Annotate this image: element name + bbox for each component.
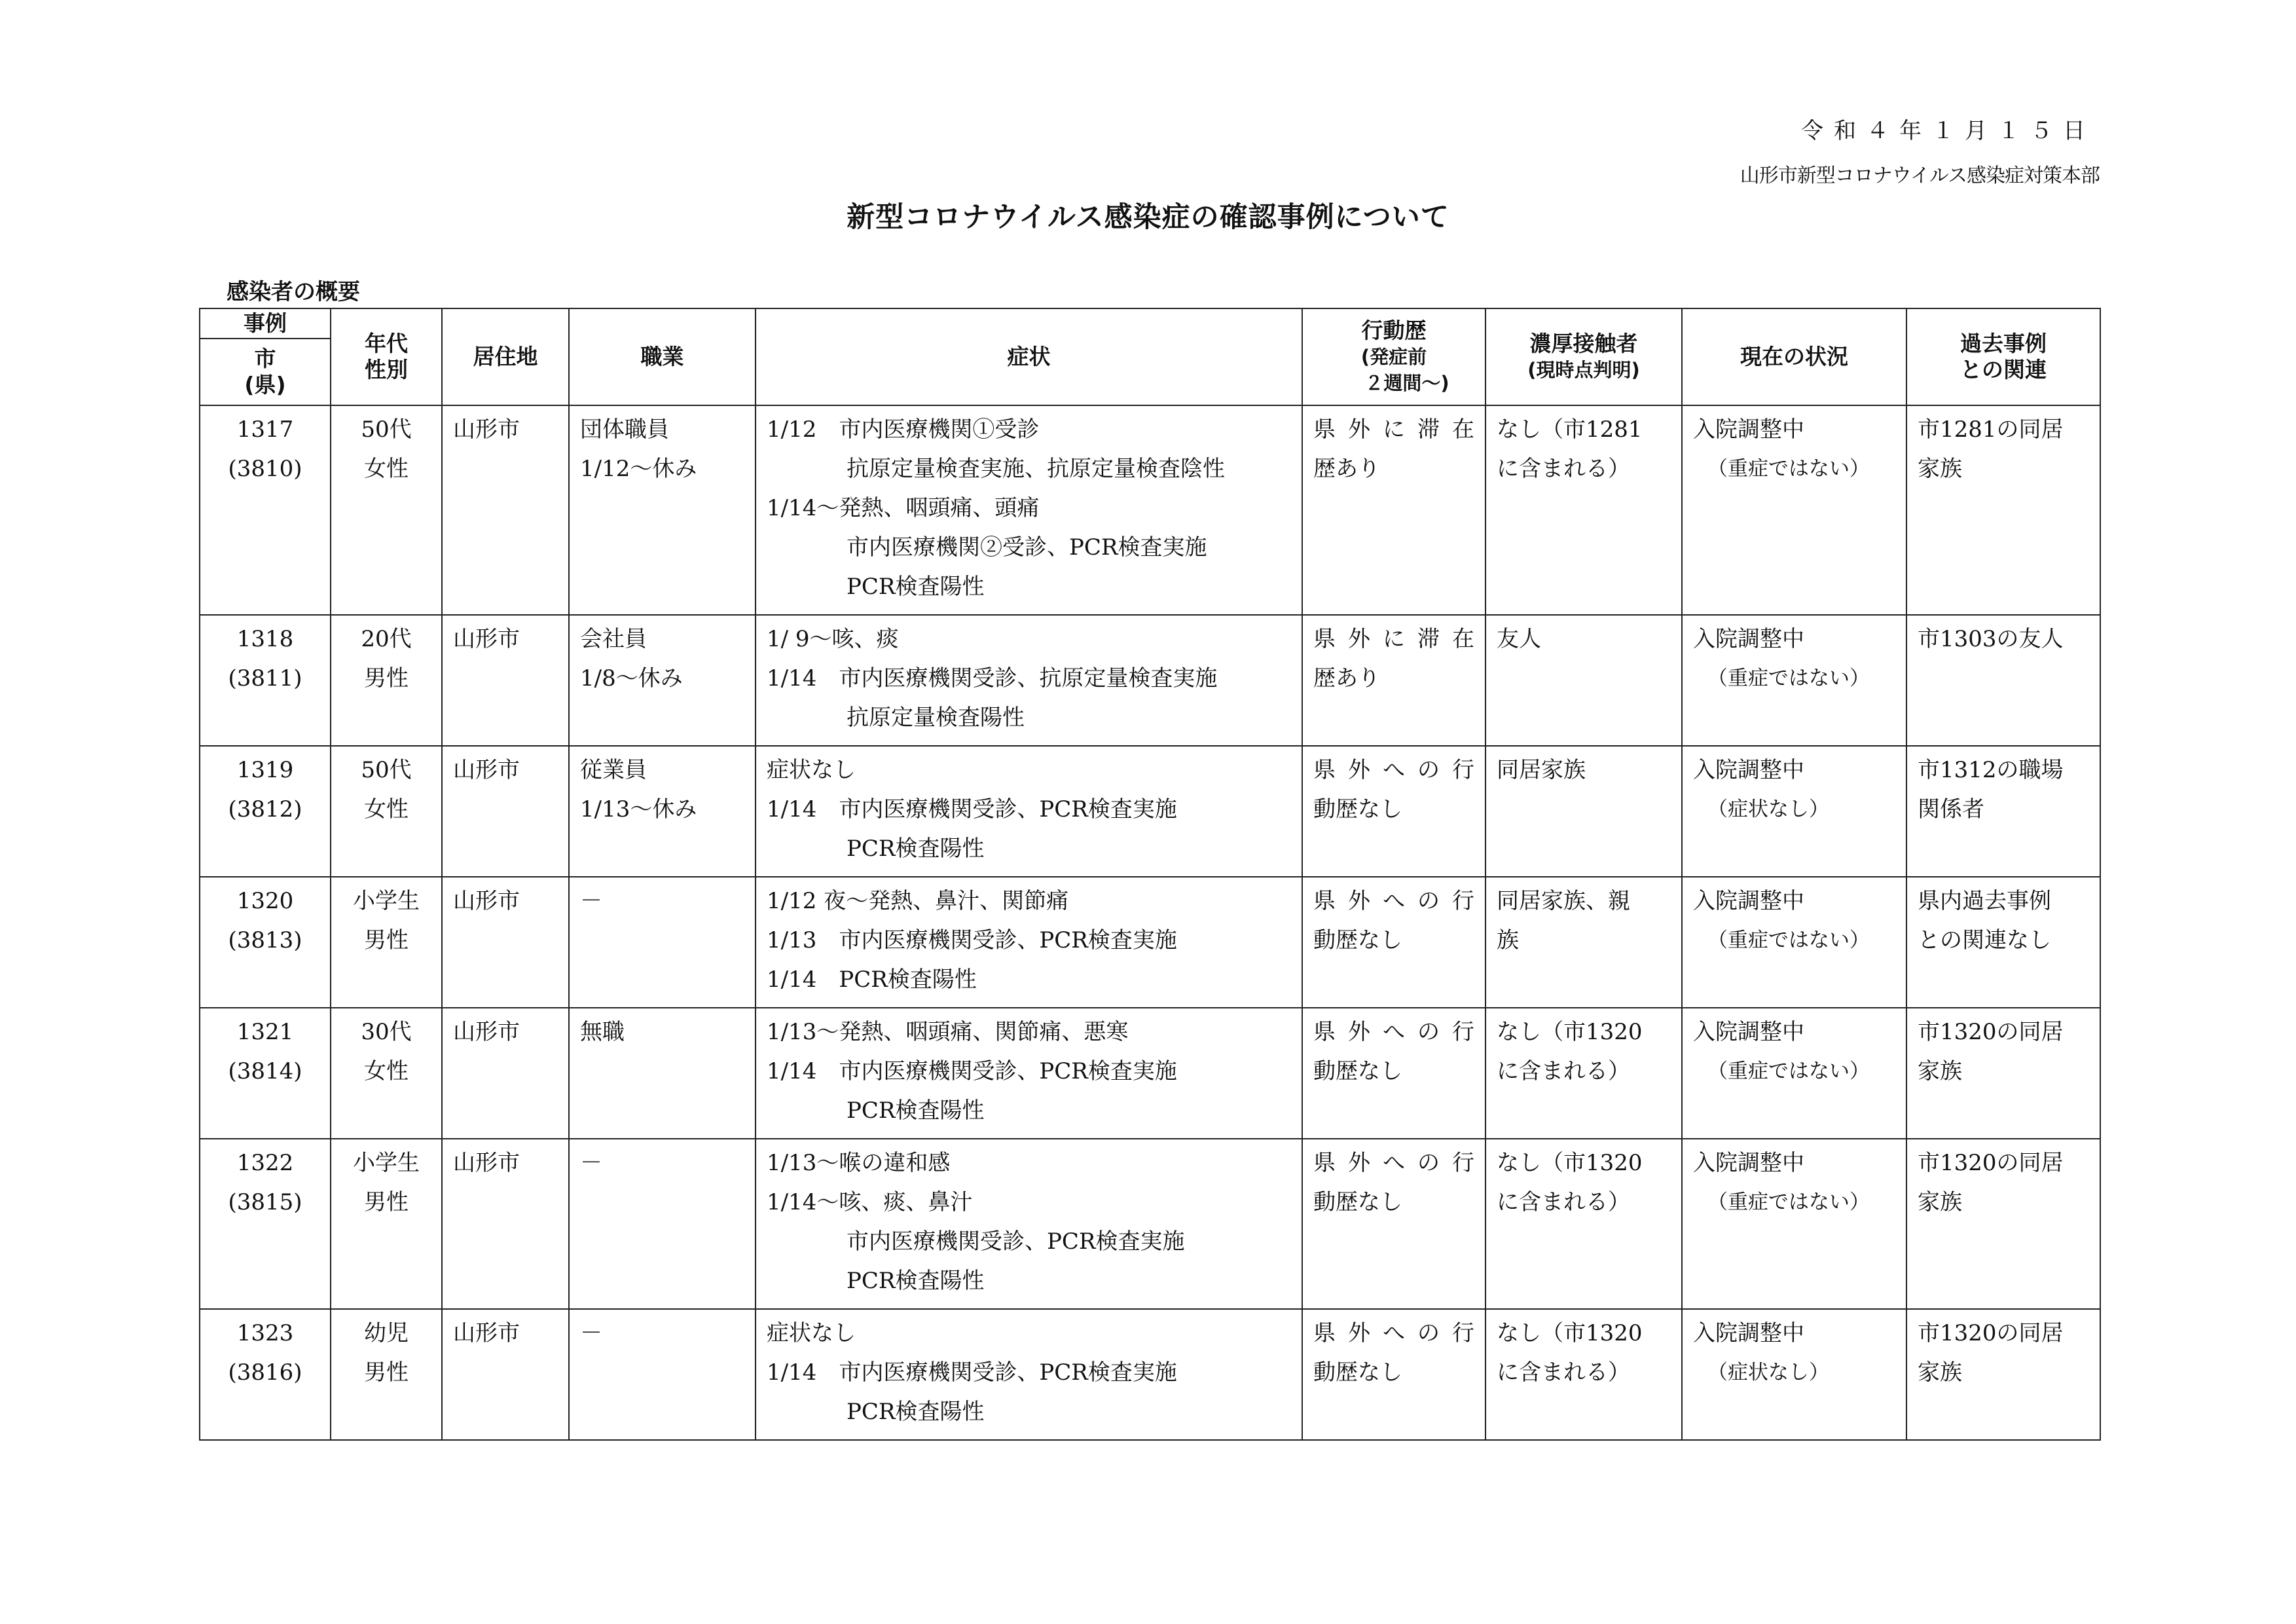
col-contacts [1485, 308, 1682, 405]
case-number-cell [200, 405, 331, 615]
activity-line: 歴あり [1313, 456, 1380, 482]
col-past-line1: 過去事例 [1960, 331, 2047, 356]
past-case-line: 家族 [1918, 1058, 1962, 1084]
activity-line: 県外への行 [1313, 1320, 1474, 1346]
case-number-cell [200, 615, 331, 746]
occupation: 団体職員 [580, 416, 669, 443]
age-group: 30代 [361, 1019, 412, 1045]
leave-start: 1/13～休み [580, 796, 697, 822]
contacts-cell [1485, 1008, 1682, 1139]
residence: 山形市 [453, 1150, 520, 1176]
section-heading: 感染者の概要 [227, 279, 360, 305]
status-cell [1682, 405, 1906, 615]
activity-line: 県外への行 [1313, 888, 1474, 914]
activity-line: 県外に滞在 [1313, 416, 1474, 443]
activity-cell [1302, 615, 1485, 746]
occupation: － [580, 1150, 602, 1176]
sex: 男性 [364, 665, 409, 692]
past-case-line: 市1320の同居 [1918, 1150, 2064, 1176]
activity-line: 動歴なし [1313, 1058, 1402, 1084]
past-case-cell [1906, 746, 2100, 877]
city-case-number: 1317 [236, 416, 294, 443]
status-detail: （症状なし） [1707, 798, 1829, 821]
status: 入院調整中 [1693, 757, 1804, 783]
past-case-cell [1906, 615, 2100, 746]
symptom-line: 1/14 市内医療機関受診、PCR検査実施 [767, 1058, 1177, 1084]
past-case-line: 関係者 [1918, 796, 1984, 822]
age-sex-cell [331, 615, 442, 746]
activity-cell [1302, 1309, 1485, 1440]
symptom-line: 市内医療機関②受診、PCR検査実施 [847, 534, 1207, 561]
col-symptoms: 症状 [756, 308, 1302, 405]
activity-cell [1302, 1139, 1485, 1309]
contacts-cell [1485, 1139, 1682, 1309]
residence-cell [442, 615, 569, 746]
table-row [200, 1008, 2100, 1139]
sex: 女性 [364, 796, 409, 822]
status-detail: （重症ではない） [1707, 929, 1870, 952]
col-activity-sub2: ２週間～) [1364, 372, 1449, 394]
past-case-line: との関連なし [1918, 927, 2051, 953]
status-cell [1682, 877, 1906, 1008]
residence-cell [442, 746, 569, 877]
status: 入院調整中 [1693, 1150, 1804, 1176]
contacts-line: に含まれる） [1497, 1058, 1630, 1084]
symptom-line: PCR検査陽性 [847, 1268, 985, 1294]
case-table [199, 308, 2101, 1441]
past-case-cell [1906, 405, 2100, 615]
col-contacts-title: 濃厚接触者 [1529, 331, 1638, 356]
past-case-line: 市1303の友人 [1918, 626, 2064, 652]
contacts-cell [1485, 746, 1682, 877]
symptoms-cell [756, 1008, 1302, 1139]
activity-cell [1302, 877, 1485, 1008]
activity-line: 県外への行 [1313, 757, 1474, 783]
symptoms-cell [756, 746, 1302, 877]
contacts-line: 同居家族 [1497, 757, 1586, 783]
age-group: 50代 [361, 416, 412, 443]
status-cell [1682, 746, 1906, 877]
activity-line: 動歴なし [1313, 1359, 1402, 1386]
contacts-cell [1485, 615, 1682, 746]
col-age: 年代 [365, 331, 408, 356]
contacts-line: なし（市1320 [1497, 1019, 1643, 1045]
col-past [1906, 308, 2100, 405]
contacts-line: に含まれる） [1497, 1359, 1630, 1386]
past-case-cell [1906, 1139, 2100, 1309]
table-row [200, 1139, 2100, 1309]
age-sex-cell [331, 405, 442, 615]
contacts-cell [1485, 1309, 1682, 1440]
occupation: － [580, 888, 602, 914]
status: 入院調整中 [1693, 888, 1804, 914]
case-number-cell [200, 1139, 331, 1309]
occupation-cell [569, 746, 756, 877]
status-cell [1682, 1309, 1906, 1440]
col-residence: 居住地 [442, 308, 569, 405]
city-case-number: 1322 [236, 1150, 294, 1176]
activity-line: 県外に滞在 [1313, 626, 1474, 652]
status-cell [1682, 1008, 1906, 1139]
status: 入院調整中 [1693, 1019, 1804, 1045]
table-row [200, 1309, 2100, 1440]
symptom-line: 1/14 PCR検査陽性 [767, 967, 977, 993]
case-number-cell [200, 746, 331, 877]
age-group: 小学生 [353, 1150, 420, 1176]
contacts-line: なし（市1320 [1497, 1150, 1643, 1176]
past-case-cell [1906, 1309, 2100, 1440]
symptom-line: 市内医療機関受診、PCR検査実施 [847, 1228, 1185, 1255]
col-case-number [200, 339, 331, 405]
pref-case-number: (3814) [228, 1058, 302, 1084]
residence-cell [442, 1008, 569, 1139]
symptom-line: 1/12 夜～発熱、鼻汁、関節痛 [767, 888, 1069, 914]
residence: 山形市 [453, 888, 520, 914]
past-case-line: 家族 [1918, 456, 1962, 482]
status: 入院調整中 [1693, 1320, 1804, 1346]
residence: 山形市 [453, 1019, 520, 1045]
residence: 山形市 [453, 416, 520, 443]
symptoms-cell [756, 877, 1302, 1008]
contacts-line: 同居家族、親 [1497, 888, 1630, 914]
activity-line: 歴あり [1313, 665, 1380, 692]
past-case-line: 市1281の同居 [1918, 416, 2064, 443]
case-number-cell [200, 877, 331, 1008]
table-row [200, 877, 2100, 1008]
past-case-line: 市1312の職場 [1918, 757, 2064, 783]
city-case-number: 1319 [236, 757, 294, 783]
symptom-line: 症状なし [767, 1320, 856, 1346]
col-status: 現在の状況 [1682, 308, 1906, 405]
residence-cell [442, 1139, 569, 1309]
status-cell [1682, 615, 1906, 746]
pref-case-number: (3816) [228, 1359, 302, 1386]
past-case-cell [1906, 1008, 2100, 1139]
page-title: 新型コロナウイルス感染症の確認事例について [847, 201, 1449, 234]
activity-line: 動歴なし [1313, 927, 1402, 953]
symptoms-cell [756, 615, 1302, 746]
age-sex-cell [331, 1008, 442, 1139]
case-number-cell [200, 1008, 331, 1139]
activity-line: 動歴なし [1313, 796, 1402, 822]
symptom-line: 抗原定量検査実施、抗原定量検査陰性 [847, 456, 1225, 482]
table-row [200, 405, 2100, 615]
symptom-line: 抗原定量検査陽性 [847, 705, 1025, 731]
status-detail: （症状なし） [1707, 1361, 1829, 1384]
occupation-cell [569, 877, 756, 1008]
age-sex-cell [331, 1309, 442, 1440]
contacts-cell [1485, 877, 1682, 1008]
status-detail: （重症ではない） [1707, 1190, 1870, 1214]
symptoms-cell [756, 1139, 1302, 1309]
contacts-line: に含まれる） [1497, 456, 1630, 482]
past-case-line: 市1320の同居 [1918, 1320, 2064, 1346]
symptom-line: 1/13～喉の違和感 [767, 1150, 951, 1176]
col-sex: 性別 [365, 357, 408, 382]
symptom-line: PCR検査陽性 [847, 1098, 985, 1124]
col-case-pref: (県) [244, 372, 286, 397]
pref-case-number: (3811) [228, 665, 302, 692]
residence-cell [442, 405, 569, 615]
contacts-line: 友人 [1497, 626, 1541, 652]
past-case-line: 家族 [1918, 1359, 1962, 1386]
occupation-cell [569, 405, 756, 615]
residence: 山形市 [453, 757, 520, 783]
occupation: － [580, 1320, 602, 1346]
city-case-number: 1323 [236, 1320, 294, 1346]
past-case-line: 市1320の同居 [1918, 1019, 2064, 1045]
status: 入院調整中 [1693, 416, 1804, 443]
symptom-line: 1/13 市内医療機関受診、PCR検査実施 [767, 927, 1177, 953]
col-contacts-sub: (現時点判明) [1527, 359, 1640, 381]
symptom-line: 1/12 市内医療機関①受診 [767, 416, 1040, 443]
occupation-cell [569, 1008, 756, 1139]
report-date: 令和４年１月１５日 [1801, 118, 2096, 144]
status-detail: （重症ではない） [1707, 1060, 1870, 1083]
occupation-cell [569, 615, 756, 746]
symptom-line: PCR検査陽性 [847, 574, 985, 600]
symptom-line: 1/ 9～咳、痰 [767, 626, 899, 652]
activity-cell [1302, 405, 1485, 615]
status-cell [1682, 1139, 1906, 1309]
age-group: 20代 [361, 626, 412, 652]
sex: 男性 [364, 927, 409, 953]
contacts-line: なし（市1281 [1497, 416, 1643, 443]
residence: 山形市 [453, 1320, 520, 1346]
symptom-line: 1/14 市内医療機関受診、抗原定量検査実施 [767, 665, 1218, 692]
col-occupation: 職業 [569, 308, 756, 405]
table-row [200, 746, 2100, 877]
issuing-organization: 山形市新型コロナウイルス感染症対策本部 [1740, 164, 2100, 187]
activity-line: 県外への行 [1313, 1019, 1474, 1045]
occupation: 従業員 [580, 757, 647, 783]
symptom-line: 1/14～咳、痰、鼻汁 [767, 1189, 973, 1215]
symptom-line: PCR検査陽性 [847, 1399, 985, 1425]
past-case-cell [1906, 877, 2100, 1008]
contacts-line: 族 [1497, 927, 1519, 953]
activity-line: 県外への行 [1313, 1150, 1474, 1176]
city-case-number: 1318 [236, 626, 294, 652]
contacts-line: なし（市1320 [1497, 1320, 1643, 1346]
pref-case-number: (3810) [228, 456, 302, 482]
activity-cell [1302, 1008, 1485, 1139]
symptom-line: 1/14～発熱、咽頭痛、頭痛 [767, 495, 1040, 521]
city-case-number: 1321 [236, 1019, 294, 1045]
sex: 男性 [364, 1189, 409, 1215]
symptom-line: 1/14 市内医療機関受診、PCR検査実施 [767, 796, 1177, 822]
sex: 女性 [364, 1058, 409, 1084]
activity-cell [1302, 746, 1485, 877]
age-group: 50代 [361, 757, 412, 783]
residence-cell [442, 1309, 569, 1440]
col-case-city: 市 [254, 346, 276, 371]
age-group: 小学生 [353, 888, 420, 914]
past-case-line: 家族 [1918, 1189, 1962, 1215]
contacts-cell [1485, 405, 1682, 615]
residence: 山形市 [453, 626, 520, 652]
pref-case-number: (3815) [228, 1189, 302, 1215]
status: 入院調整中 [1693, 626, 1804, 652]
col-activity-title: 行動歴 [1361, 318, 1427, 343]
age-group: 幼児 [364, 1320, 409, 1346]
leave-start: 1/12～休み [580, 456, 697, 482]
pref-case-number: (3812) [228, 796, 302, 822]
age-sex-cell [331, 877, 442, 1008]
case-number-cell [200, 1309, 331, 1440]
contacts-line: に含まれる） [1497, 1189, 1630, 1215]
age-sex-cell [331, 746, 442, 877]
status-detail: （重症ではない） [1707, 667, 1870, 690]
sex: 男性 [364, 1359, 409, 1386]
leave-start: 1/8～休み [580, 665, 683, 692]
col-age-sex [331, 308, 442, 405]
col-past-line2: との関連 [1960, 357, 2047, 382]
occupation: 無職 [580, 1019, 625, 1045]
table-row [200, 615, 2100, 746]
status-detail: （重症ではない） [1707, 457, 1870, 481]
symptom-line: PCR検査陽性 [847, 836, 985, 862]
past-case-line: 県内過去事例 [1918, 888, 2051, 914]
col-activity-sub1: (発症前 [1360, 346, 1427, 368]
city-case-number: 1320 [236, 888, 294, 914]
activity-line: 動歴なし [1313, 1189, 1402, 1215]
sex: 女性 [364, 456, 409, 482]
age-sex-cell [331, 1139, 442, 1309]
residence-cell [442, 877, 569, 1008]
occupation: 会社員 [580, 626, 647, 652]
pref-case-number: (3813) [228, 927, 302, 953]
symptom-line: 1/14 市内医療機関受診、PCR検査実施 [767, 1359, 1177, 1386]
col-activity [1302, 308, 1485, 405]
symptom-line: 症状なし [767, 757, 856, 783]
col-case: 事例 [200, 308, 331, 339]
symptoms-cell [756, 405, 1302, 615]
occupation-cell [569, 1309, 756, 1440]
symptoms-cell [756, 1309, 1302, 1440]
symptom-line: 1/13～発熱、咽頭痛、関節痛、悪寒 [767, 1019, 1129, 1045]
occupation-cell [569, 1139, 756, 1309]
